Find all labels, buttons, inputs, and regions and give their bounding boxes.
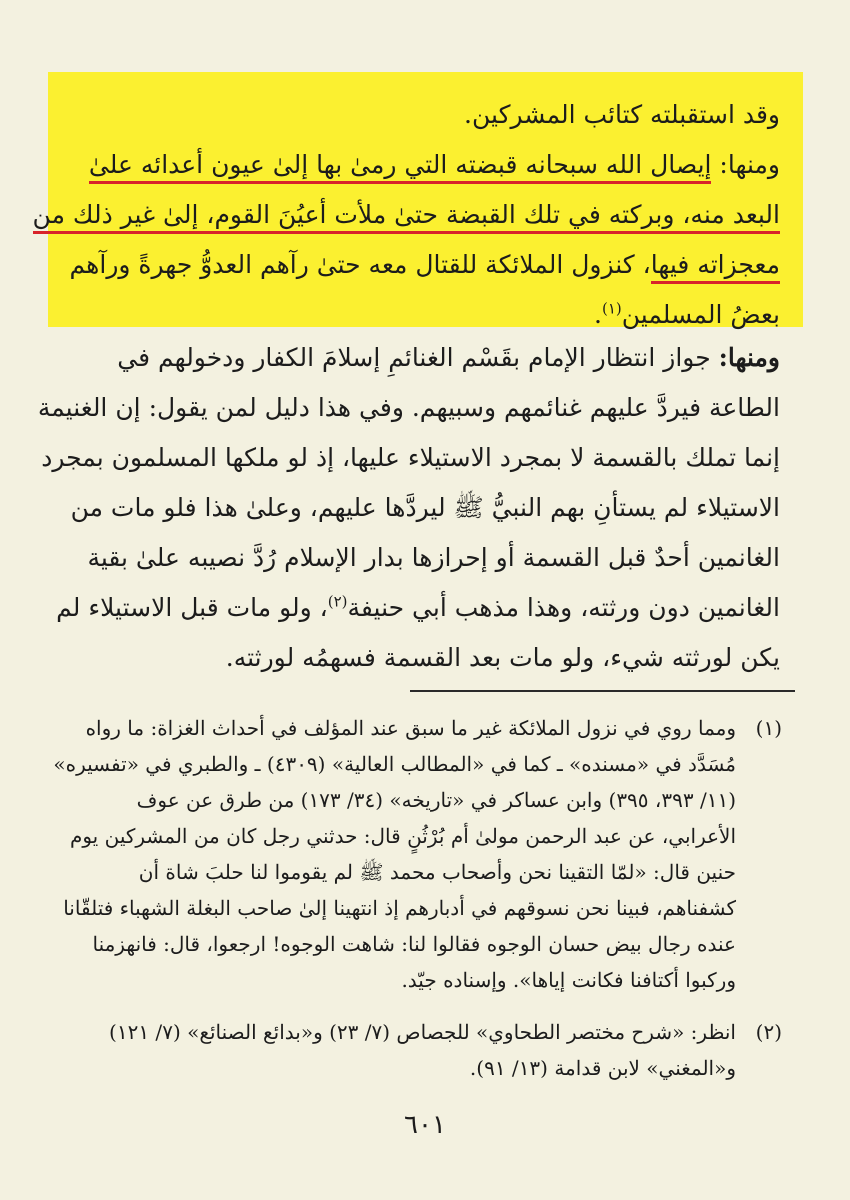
main-line-1-rest: جواز انتظار الإمام بقَسْم الغنائمِ إسلامَ الكفار ودخولهم في bbox=[117, 343, 719, 372]
highlight-line-4 bbox=[70, 240, 780, 290]
footnote-divider bbox=[410, 690, 795, 692]
footnote-line: عنده رجال بيض حسان الوجوه فقالوا لنا: شاهت الوجوه! ارجعوا، قال: فانهزمنا bbox=[92, 932, 736, 956]
main-paragraph bbox=[37, 333, 780, 683]
footnote-line: انظر: «شرح مختصر الطحاوي» للجصاص (٧/ ٢٣) و«بدائع الصنائع» (٧/ ١٢١) bbox=[109, 1020, 736, 1044]
highlight-line-5-text: بعضُ المسلمين bbox=[621, 300, 780, 329]
footnote-2-number: (٢) bbox=[755, 1020, 782, 1044]
footnote-line: مُسَدَّد في «مسنده» ـ كما في «المطالب العالية» (٤٣٠٩) ـ والطبري في «تفسيره» bbox=[53, 752, 736, 776]
underlined-text: البعد منه، وبركته في تلك القبضة حتىٰ ملأت أعيُنَ القوم، إلىٰ غير ذلك من bbox=[33, 200, 780, 234]
main-line-2: الطاعة فيردَّ عليهم غنائمهم وسبيهم. وفي هذا دليل لمن يقول: إن الغنيمة bbox=[37, 393, 780, 422]
footnote-line: ومما روي في نزول الملائكة غير ما سبق عند المؤلف في أحداث الغزاة: ما رواه bbox=[85, 716, 736, 740]
main-line-6 bbox=[56, 583, 780, 633]
underlined-text: إيصال الله سبحانه قبضته التي رمىٰ بها إلىٰ عيون أعدائه علىٰ bbox=[89, 150, 712, 184]
main-line-4: الاستيلاء لم يستأنِ بهم النبيُّ ﷺ ليردَّها عليهم، وعلىٰ هذا فلو مات من bbox=[70, 493, 780, 522]
footnote-2-body bbox=[70, 1014, 736, 1086]
highlighted-passage bbox=[32, 90, 780, 340]
main-line-6-b: ، ولو مات قبل الاستيلاء لم bbox=[56, 593, 328, 622]
footnote-1-body bbox=[53, 710, 736, 998]
main-line-6-a: الغانمين دون ورثته، وهذا مذهب أبي حنيفة bbox=[347, 593, 780, 622]
footnote-1 bbox=[53, 710, 782, 998]
main-line-3: إنما تملك بالقسمة لا بمجرد الاستيلاء عليها، إذ لو ملكها المسلمون بمجرد bbox=[41, 443, 780, 472]
footnote-line: كشفناهم، فبينا نحن نسوقهم في أدبارهم إذ انتهينا إلىٰ صاحب البغلة الشهباء فتلقّانا bbox=[63, 896, 736, 920]
underlined-text: معجزاته فيها bbox=[651, 250, 780, 284]
footnote-line: حنين قال: «لمّا التقينا نحن وأصحاب محمد ﷺ لم يقوموا لنا حلبَ شاة أن bbox=[138, 860, 736, 884]
footnote-line: و«المغني» لابن قدامة (١٣/ ٩١). bbox=[469, 1056, 736, 1080]
highlight-line-5-end: . bbox=[594, 300, 602, 329]
highlight-line-4-rest: ، كنزول الملائكة للقتال معه حتىٰ رآهم العدوُّ جهرةً ورآهم bbox=[69, 250, 651, 279]
highlight-line-2 bbox=[70, 140, 780, 190]
footnote-line: الأعرابي، عن عبد الرحمن مولىٰ أم بُرْثُنٍ قال: حدثني رجل كان من المشركين يوم bbox=[69, 824, 736, 848]
main-line-5: الغانمين أحدٌ قبل القسمة أو إحرازها بدار الإسلام رُدَّ نصيبه علىٰ بقية bbox=[87, 543, 780, 572]
highlight-line-3 bbox=[32, 190, 780, 240]
footnote-line: (١١/ ٣٩٣، ٣٩٥) وابن عساكر في «تاريخه» (٣٤/ ١٧٣) من طرق عن عوف bbox=[136, 788, 736, 812]
footnote-1-number: (١) bbox=[755, 716, 782, 740]
paragraph-lead: ومنها: bbox=[718, 343, 780, 372]
main-line-7: يكن لورثته شيء، ولو مات بعد القسمة فسهمُه لورثته. bbox=[225, 643, 780, 672]
main-line-1 bbox=[60, 333, 780, 383]
highlight-line-1: وقد استقبلته كتائب المشركين. bbox=[464, 100, 780, 129]
page-number: ٦٠١ bbox=[404, 1110, 446, 1140]
highlight-line-2-lead: ومنها: bbox=[711, 150, 780, 179]
footnote-line: وركبوا أكتافنا فكانت إياها». وإسناده جيّد. bbox=[401, 968, 736, 992]
footnote-ref-1: (١) bbox=[602, 299, 622, 318]
footnote-2 bbox=[70, 1014, 780, 1086]
footnote-ref-2: (٢) bbox=[327, 592, 348, 611]
